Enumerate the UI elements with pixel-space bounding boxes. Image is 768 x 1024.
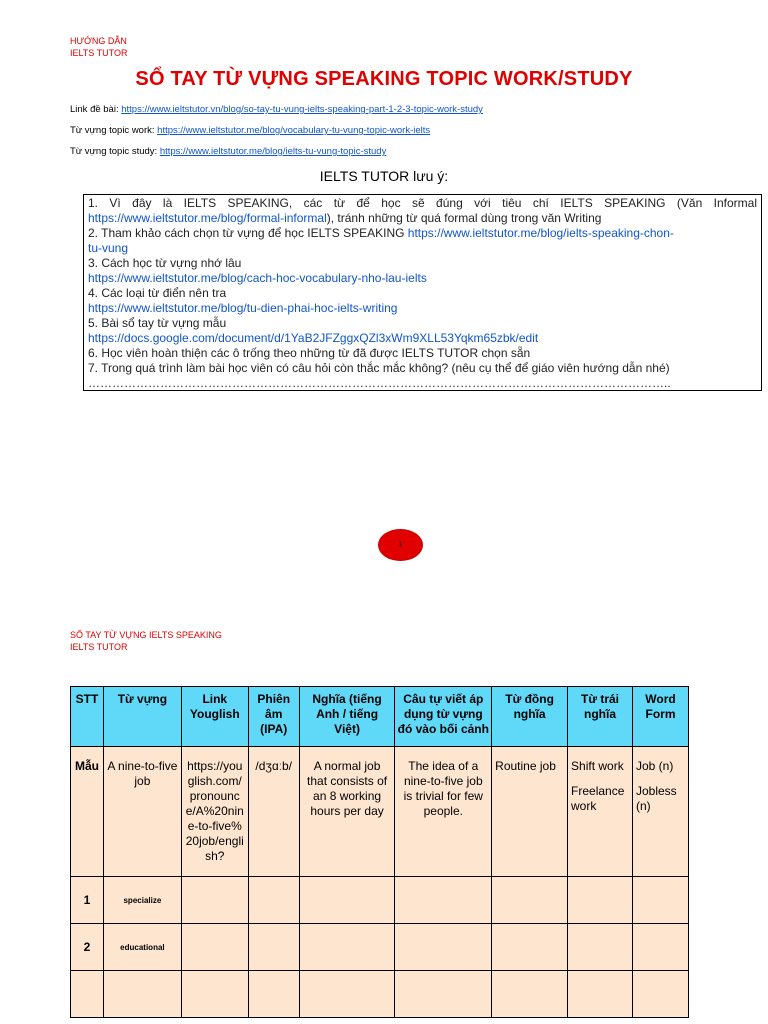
cell-word-form[interactable] xyxy=(632,877,688,924)
cell-ipa[interactable]: /dʒɑːb/ xyxy=(248,747,299,877)
cell-youglish[interactable] xyxy=(181,877,248,924)
cell-word[interactable]: educational xyxy=(103,924,181,971)
notes-title: IELTS TUTOR lưu ý: xyxy=(319,168,449,184)
answer-dots: ……………………………………………………………………………………………………………………………….. xyxy=(88,376,671,390)
cell-word[interactable] xyxy=(103,971,181,1018)
topic-study-link[interactable]: https://www.ieltstutor.me/blog/ielts-tu-vung-topic-study xyxy=(159,146,387,157)
cell-sentence[interactable] xyxy=(395,971,492,1018)
cell-word-form[interactable] xyxy=(632,924,688,971)
note-1: 1. Vì đây là IELTS SPEAKING, các từ để học sẽ đúng với tiêu chí IELTS SPEAKING (Văn Informal xyxy=(88,196,757,210)
cell-antonym[interactable] xyxy=(568,747,633,877)
cell-ipa[interactable] xyxy=(248,971,299,1018)
cell-meaning[interactable]: A normal job that consists of an 8 working hours per day xyxy=(299,747,395,877)
topic-work-link[interactable]: https://www.ieltstutor.me/blog/vocabulary-tu-vung-topic-work-ielts xyxy=(157,125,431,136)
antonym-1: Shift work xyxy=(571,759,624,773)
cell-stt: 1 xyxy=(71,877,104,924)
link-label: Từ vựng topic study: xyxy=(70,146,160,157)
header-vocab: Từ vựng xyxy=(103,687,181,747)
link-label: Link đề bài: xyxy=(70,104,122,115)
cell-ipa[interactable] xyxy=(248,924,299,971)
exercise-link[interactable]: https://www.ieltstutor.vn/blog/so-tay-tu-vung-ielts-speaking-part-1-2-3-topic-work-study xyxy=(121,104,483,115)
table-row xyxy=(71,877,689,924)
notes-box xyxy=(83,194,762,391)
header-youglish: Link Youglish xyxy=(181,687,248,747)
choose-vocab-link[interactable]: https://www.ieltstutor.me/blog/ielts-speaking-chon- xyxy=(407,226,674,240)
word-form-1: Job (n) xyxy=(635,759,674,773)
header-stt: STT xyxy=(71,687,104,747)
header-synonym: Từ đồng nghĩa xyxy=(492,687,568,747)
table-row-sample xyxy=(71,747,689,877)
word-form-2: Jobless (n) xyxy=(635,784,677,813)
link-topic-study xyxy=(70,146,386,157)
dictionary-link[interactable]: https://www.ieltstutor.me/blog/tu-dien-phai-hoc-ielts-writing xyxy=(88,301,398,315)
note-2 xyxy=(88,226,757,241)
antonym-2: Freelance work xyxy=(571,784,625,813)
cell-meaning[interactable] xyxy=(299,877,395,924)
cell-sentence[interactable] xyxy=(395,924,492,971)
cell-word-form[interactable] xyxy=(632,971,688,1018)
header-ipa: Phiên âm (IPA) xyxy=(248,687,299,747)
section-header-line-1: SỔ TAY TỪ VỰNG IELTS SPEAKING xyxy=(70,630,222,640)
cell-word[interactable]: specialize xyxy=(103,877,181,924)
header-word-form: Word Form xyxy=(632,687,688,747)
cell-stt xyxy=(71,971,104,1018)
link-label: Từ vựng topic work: xyxy=(70,125,158,136)
cell-youglish[interactable] xyxy=(181,971,248,1018)
note-1-text: ), tránh những từ quá formal dùng trong văn Writing xyxy=(326,211,602,225)
note-4: 4. Các loại từ điển nên tra xyxy=(88,286,227,300)
page-number-badge: 1 xyxy=(379,530,422,560)
cell-meaning[interactable] xyxy=(299,971,395,1018)
table-row xyxy=(71,924,689,971)
cell-antonym[interactable] xyxy=(568,877,633,924)
note-5: 5. Bài sổ tay từ vựng mẫu xyxy=(88,316,227,330)
cell-stt: 2 xyxy=(71,924,104,971)
cell-sentence[interactable] xyxy=(395,877,492,924)
cell-synonym[interactable] xyxy=(492,971,568,1018)
cell-antonym[interactable] xyxy=(568,971,633,1018)
note-2-text: 2. Tham khảo cách chọn từ vựng để học IELTS SPEAKING xyxy=(88,226,408,240)
cell-meaning[interactable] xyxy=(299,924,395,971)
cell-ipa[interactable] xyxy=(248,877,299,924)
note-7: 7. Trong quá trình làm bài học viên có câu hỏi còn thắc mắc không? (nêu cụ thể để giáo viên hướng dẫn nhé) xyxy=(88,361,670,375)
learn-vocab-link[interactable]: https://www.ieltstutor.me/blog/cach-hoc-vocabulary-nho-lau-ielts xyxy=(88,271,427,285)
cell-youglish[interactable]: https://youglish.com/pronounce/A%20nine-to-five%20job/english? xyxy=(181,747,248,877)
note-6: 6. Học viên hoàn thiện các ô trống theo những từ đã được IELTS TUTOR chọn sẵn xyxy=(88,346,531,360)
header-line-1: HƯỚNG DẪN xyxy=(70,36,127,46)
document-header xyxy=(70,35,128,59)
document-title: SỔ TAY TỪ VỰNG SPEAKING TOPIC WORK/STUDY xyxy=(135,68,633,90)
cell-word-form[interactable] xyxy=(632,747,688,877)
link-exercise xyxy=(70,104,483,115)
link-topic-work xyxy=(70,125,430,136)
table-header-row xyxy=(71,687,689,747)
header-antonym: Từ trái nghĩa xyxy=(568,687,633,747)
cell-synonym[interactable] xyxy=(492,924,568,971)
note-3: 3. Cách học từ vựng nhớ lâu xyxy=(88,256,242,270)
cell-antonym[interactable] xyxy=(568,924,633,971)
cell-synonym[interactable]: Routine job xyxy=(492,747,568,877)
table-row xyxy=(71,971,689,1018)
cell-synonym[interactable] xyxy=(492,877,568,924)
header-line-2: IELTS TUTOR xyxy=(70,48,128,58)
formal-informal-link[interactable]: https://www.ieltstutor.me/blog/formal-informal xyxy=(88,211,327,225)
choose-vocab-link-cont[interactable]: tu-vung xyxy=(88,241,129,255)
vocabulary-table xyxy=(70,686,689,1018)
section-header xyxy=(70,629,222,653)
cell-stt: Mẫu xyxy=(71,747,104,877)
cell-youglish[interactable] xyxy=(181,924,248,971)
sample-notebook-link[interactable]: https://docs.google.com/document/d/1YaB2JFZggxQZl3xWm9XLL53Yqkm65zbk/edit xyxy=(88,331,539,345)
header-meaning: Nghĩa (tiếng Anh / tiếng Việt) xyxy=(299,687,395,747)
cell-sentence[interactable]: The idea of a nine-to-five job is trivial for few people. xyxy=(395,747,492,877)
header-sentence: Câu tự viết áp dụng từ vựng đó vào bối cảnh xyxy=(395,687,492,747)
cell-word[interactable]: A nine-to-five job xyxy=(103,747,181,877)
section-header-line-2: IELTS TUTOR xyxy=(70,642,128,652)
note-1-cont xyxy=(88,211,757,226)
